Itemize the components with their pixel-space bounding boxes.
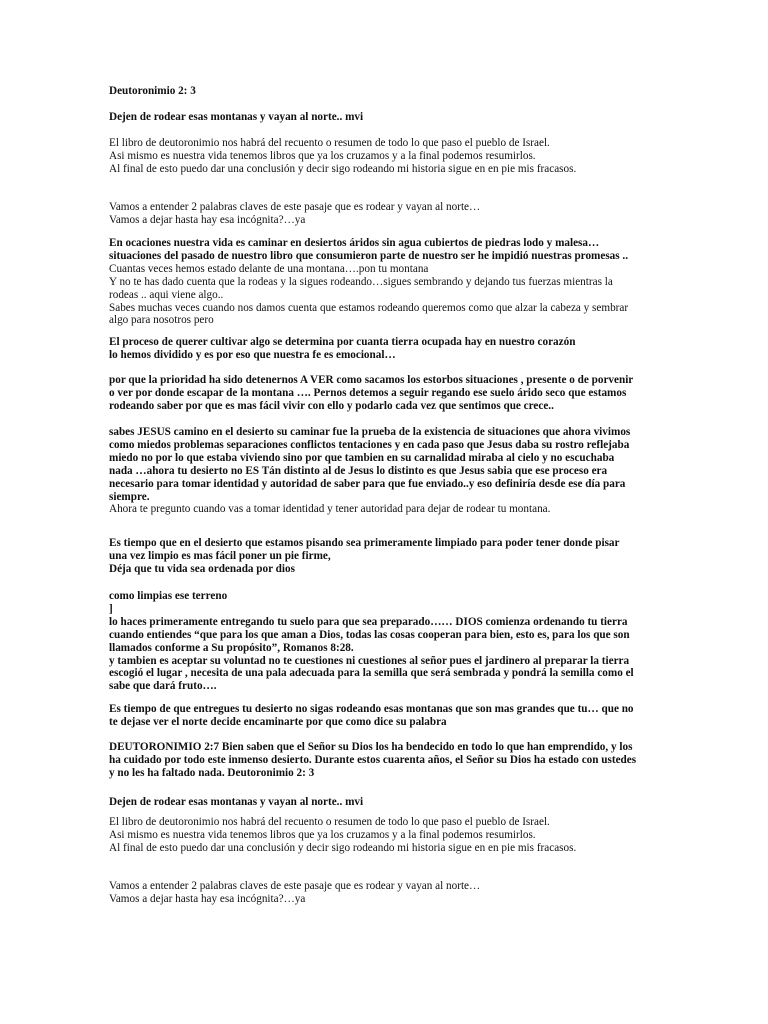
text-line: Vamos a entender 2 palabras claves de este pasaje que es rodear y vayan al norte… bbox=[109, 201, 481, 213]
text-line: Al final de esto puedo dar una conclusión y decir sigo rodeando mi historia sigue en en pie mis fracasos. bbox=[109, 162, 577, 175]
paragraph bbox=[109, 703, 661, 729]
text-line: nada …ahora tu desierto no ES Tán distinto al de Jesus lo distinto es que Jesus sabia que ese proceso era bbox=[109, 464, 608, 477]
text-line: El libro de deutoronimio nos habrá del recuento o resumen de todo lo que paso el pueblo de Israel. bbox=[109, 137, 550, 149]
text-line: lo hemos dividido y es por eso que nuestra fe es emocional… bbox=[109, 348, 396, 361]
text-line: DEUTORONIMIO 2:7 Bien saben que el Señor su Dios los ha bendecido en todo lo que han emprendido, y los bbox=[109, 741, 633, 753]
paragraph bbox=[109, 796, 661, 809]
text-line: escogió el lugar , necesita de una pala adecuada para la semilla que será sembrada y pondrá la semilla como el bbox=[109, 667, 634, 680]
paragraph bbox=[109, 741, 661, 780]
text-line: cuando entiendes “que para los que aman a Dios, todas las cosas cooperan para bien, esto es, para los que son bbox=[109, 628, 630, 641]
paragraph bbox=[109, 85, 661, 98]
text-line: necesario para tomar identidad y autoridad de saber para que fue enviado..y eso definiría desde ese día para bbox=[109, 477, 626, 490]
text-line: Ahora te pregunto cuando vas a tomar identidad y tener autoridad para dejar de rodear tu montana. bbox=[109, 503, 551, 516]
text-line: Asi mismo es nuestra vida tenemos libros que ya los cruzamos y a la final podemos resumirlos. bbox=[109, 828, 536, 841]
text-line: ] bbox=[109, 602, 113, 615]
text-line: miedo no por lo que estaba viviendo sino por que tambien en su carnalidad miraba al cielo y no escuchaba bbox=[109, 451, 615, 464]
text-line: Es tiempo que en el desierto que estamos pisando sea primeramente limpiado para poder tener donde pisar bbox=[109, 537, 620, 549]
text-line: Deutoronimio 2: 3 bbox=[109, 85, 196, 97]
text-line: llamados conforme a Su propósito”, Romanos 8:28. bbox=[109, 641, 354, 654]
paragraph bbox=[109, 880, 661, 906]
text-line: El libro de deutoronimio nos habrá del recuento o resumen de todo lo que paso el pueblo de Israel. bbox=[109, 816, 550, 828]
text-line: Asi mismo es nuestra vida tenemos libros que ya los cruzamos y a la final podemos resumirlos. bbox=[109, 149, 536, 162]
text-line: sabe que dará fruto…. bbox=[109, 680, 217, 693]
paragraph bbox=[109, 426, 661, 516]
text-line: te dejase ver el norte decide encaminarte por que como dice su palabra bbox=[109, 715, 447, 728]
text-line: situaciones del pasado de nuestro libro que consumieron parte de nuestro ser he impidió nuestras promesas .. bbox=[109, 249, 629, 262]
paragraph bbox=[109, 111, 661, 124]
paragraph bbox=[109, 137, 661, 176]
text-line: o ver por donde escapar de la montana …. Pernos detemos a seguir regando ese suelo árido seco que estamos bbox=[109, 386, 627, 399]
text-line: como limpias ese terreno bbox=[109, 590, 228, 602]
text-line: Vamos a dejar hasta hay esa incógnita?…ya bbox=[109, 892, 306, 905]
paragraph bbox=[109, 336, 661, 362]
text-line: rodeando saber por que es mas fácil vivir con ello y podarlo cada vez que sentimos que crece.. bbox=[109, 399, 554, 412]
text-line: por que la prioridad ha sido detenernos A VER como sacamos los estorbos situaciones , presente o de porvenir bbox=[109, 374, 634, 386]
text-line: siempre. bbox=[109, 490, 150, 503]
text-line: sabes JESUS camino en el desierto su caminar fue la prueba de la existencia de situaciones que ahora vivimos bbox=[109, 426, 631, 438]
text-line: Déja que tu vida sea ordenada por dios bbox=[109, 562, 295, 575]
text-line: Dejen de rodear esas montanas y vayan al norte.. mvi bbox=[109, 796, 364, 808]
paragraph bbox=[109, 237, 661, 327]
text-line: rodeas .. aqui viene algo.. bbox=[109, 288, 224, 301]
text-line: Vamos a dejar hasta hay esa incógnita?…ya bbox=[109, 213, 306, 226]
text-line: y no les ha faltado nada. Deutoronimio 2: 3 bbox=[109, 766, 315, 779]
text-line: Es tiempo de que entregues tu desierto no sigas rodeando esas montanas que son mas grandes que tu… que no bbox=[109, 703, 634, 715]
paragraph bbox=[109, 201, 661, 227]
text-line: una vez limpio es mas fácil poner un pie firme, bbox=[109, 549, 331, 562]
text-line: Vamos a entender 2 palabras claves de este pasaje que es rodear y vayan al norte… bbox=[109, 880, 481, 892]
paragraph bbox=[109, 816, 661, 855]
paragraph bbox=[109, 590, 661, 693]
text-line: como miedos problemas separaciones conflictos tentaciones y en cada paso que Jesus daba su rostro reflejaba bbox=[109, 438, 630, 451]
text-line: lo haces primeramente entregando tu suelo para que sea preparado…… DIOS comienza ordenando tu tierra bbox=[109, 615, 628, 628]
text-line: En ocaciones nuestra vida es caminar en desiertos áridos sin agua cubiertos de piedras lodo y malesa… bbox=[109, 237, 600, 249]
text-line: Dejen de rodear esas montanas y vayan al norte.. mvi bbox=[109, 111, 364, 123]
text-line: Al final de esto puedo dar una conclusión y decir sigo rodeando mi historia sigue en en pie mis fracasos. bbox=[109, 841, 577, 854]
text-line: ha cuidado por todo este inmenso desierto. Durante estos cuarenta años, el Señor su Dios ha estado con ustedes bbox=[109, 753, 637, 766]
text-line: Sabes muchas veces cuando nos damos cuenta que estamos rodeando queremos como que alzar la cabeza y sembrar bbox=[109, 301, 629, 314]
text-line: Y no te has dado cuenta que la rodeas y la sigues rodeando…sigues sembrando y dejando tus fuerzas mientras la bbox=[109, 275, 613, 288]
text-line: algo para nosotros pero bbox=[109, 314, 214, 327]
paragraph bbox=[109, 537, 661, 576]
text-line: El proceso de querer cultivar algo se determina por cuanta tierra ocupada hay en nuestro corazón bbox=[109, 336, 576, 348]
text-line: y tambien es aceptar su voluntad no te cuestiones ni cuestiones al señor pues el jardinero al preparar la tierra bbox=[109, 654, 630, 667]
text-line: Cuantas veces hemos estado delante de una montana….pon tu montana bbox=[109, 262, 429, 275]
paragraph bbox=[109, 374, 661, 413]
